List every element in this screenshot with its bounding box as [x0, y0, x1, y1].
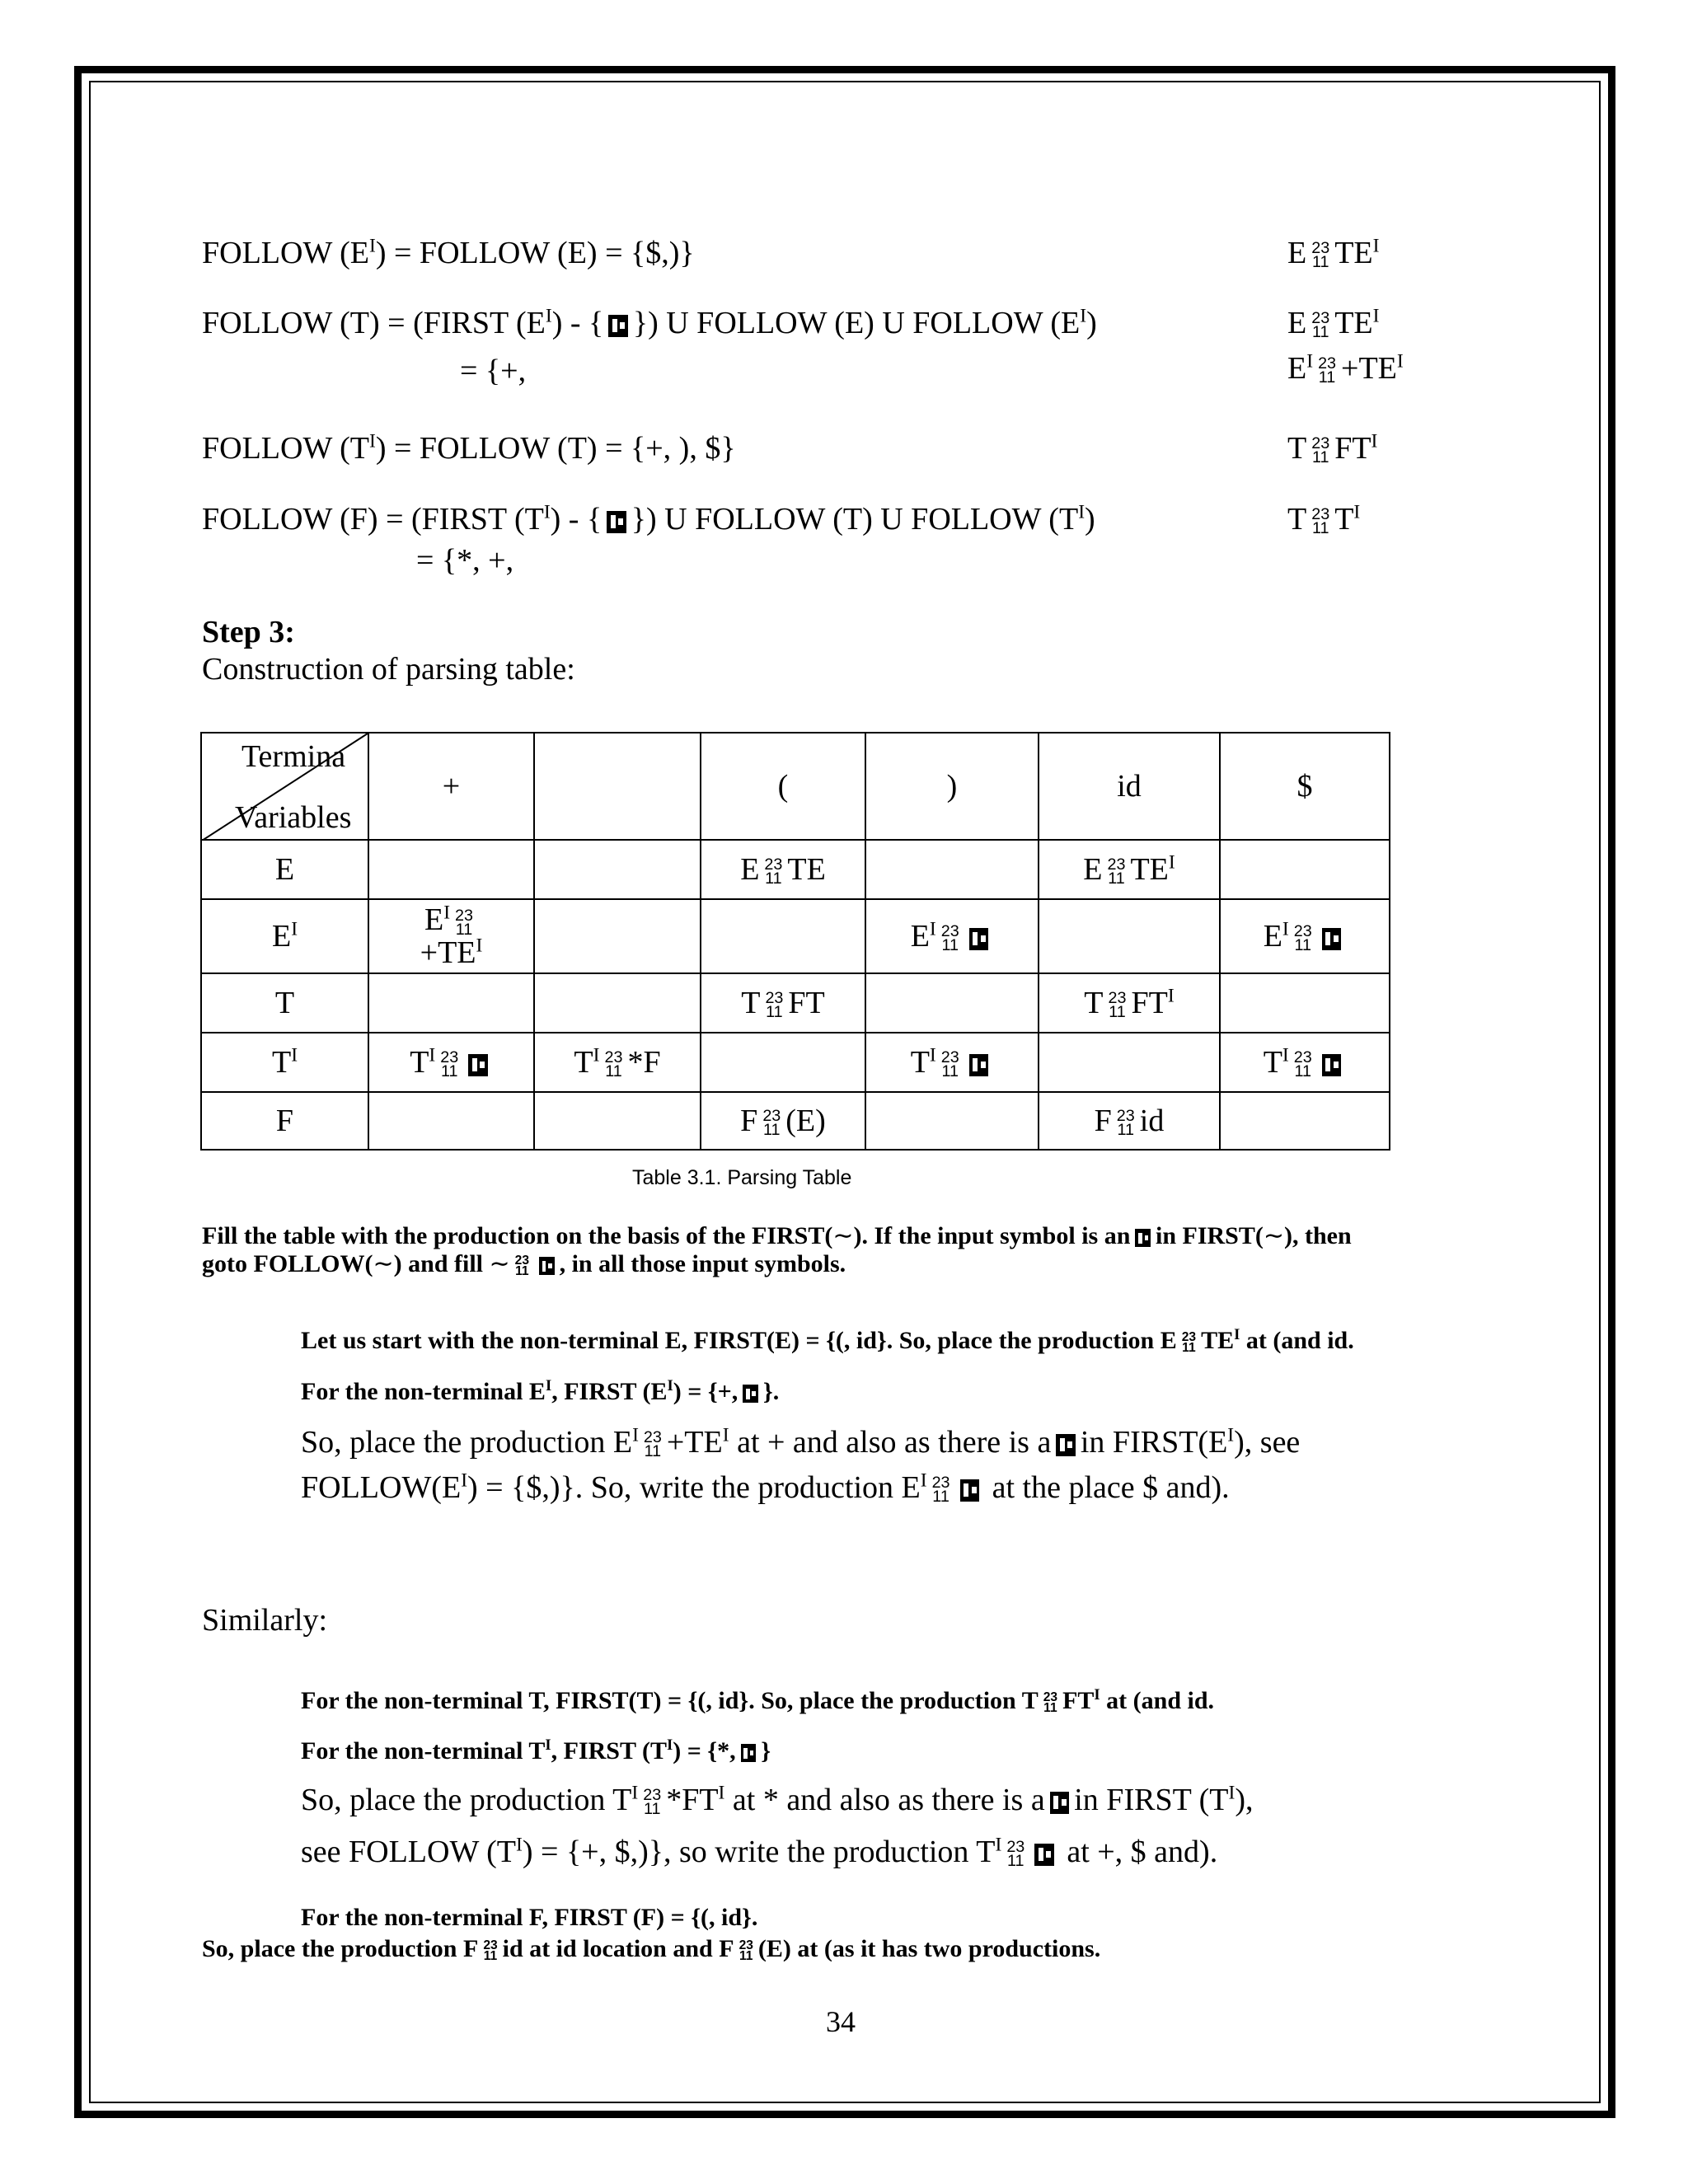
derives-arrow-icon: 23 11 [931, 1474, 950, 1507]
derives-arrow-icon: 23 11 [762, 1107, 781, 1140]
table-cell: $E^I$ 23 11 $+TE^I$ [368, 899, 534, 973]
follow-f-line: FOLLOW (F) = (FIRST $(T^I)$ - { }) U FOLLOW (T) U FOLLOW $(T^I)$ [202, 501, 1095, 537]
derives-arrow-icon: 23 11 [764, 855, 783, 888]
paragraph-t-first: For the non-terminal T, FIRST(T) = {(, id}. So, place the production T 23 11 $FT^I$ at (and id. [301, 1686, 1215, 1716]
table-cell [701, 899, 865, 973]
table-cell: T 23 11 FT [701, 973, 865, 1033]
table-cell [865, 840, 1039, 899]
table-row [201, 973, 1390, 1033]
grammar-rule-1: E 23 11 $TE^I$ [1287, 235, 1380, 272]
derives-arrow-icon: 23 11 [1311, 434, 1330, 467]
table-cell [1220, 840, 1390, 899]
derives-arrow-icon: 23 11 [765, 989, 784, 1022]
tilde-icon: ∼ [489, 1249, 510, 1278]
table-row [201, 899, 1390, 973]
grammar-rule-5: T 23 11 $T^I$ [1287, 501, 1361, 538]
derives-arrow-icon: 23 11 [1043, 1690, 1058, 1716]
corner-terminals-label: Termina [241, 739, 346, 774]
epsilon-icon [960, 1479, 980, 1502]
column-header: ) [865, 733, 1039, 840]
epsilon-icon [969, 1054, 989, 1076]
follow-t-line: FOLLOW (T) = (FIRST $(E^I)$ - { }) U FOLLOW (E) U FOLLOW $(E^I)$ [202, 305, 1097, 340]
paragraph-e-prime-first: For the non-terminal $E^I$, FIRST $(E^I)$ = {+, }. [301, 1377, 780, 1405]
derives-arrow-icon: 23 11 [643, 1428, 662, 1461]
corner-variables-label: Variables [235, 800, 352, 835]
paragraph-t-prime-first: For the non-terminal $T^I$, FIRST $(T^I)$ = {*, } [301, 1736, 771, 1765]
derives-arrow-icon: 23 11 [1293, 922, 1312, 955]
derives-arrow-icon: 23 11 [483, 1938, 498, 1964]
parsing-table [200, 732, 1390, 1151]
follow-t-prime-line: FOLLOW $(T^I)$ = FOLLOW (T) = {+, ), $} [202, 430, 736, 466]
table-cell [1220, 973, 1390, 1033]
step-heading: Step 3: [202, 615, 295, 649]
table-cell [534, 1092, 701, 1150]
derives-arrow-icon: 23 11 [738, 1938, 753, 1964]
table-row [201, 1092, 1390, 1150]
derives-arrow-icon: 23 11 [1181, 1329, 1197, 1356]
epsilon-icon [741, 1744, 757, 1762]
derives-arrow-icon: 23 11 [1006, 1838, 1025, 1871]
table-cell [701, 1033, 865, 1092]
epsilon-icon [607, 511, 626, 533]
table-cell [368, 840, 534, 899]
paragraph-e-first: Let us start with the non-terminal E, FIRST(E) = {(, id}. So, place the production E 23 11 $TE^I$ at (and id. [301, 1326, 1354, 1356]
table-cell: E 23 11 $TE^I$ [1039, 840, 1220, 899]
derives-arrow-icon: 23 11 [455, 906, 474, 939]
derives-arrow-icon: 23 11 [940, 1048, 959, 1081]
derives-arrow-icon: 23 11 [1108, 989, 1127, 1022]
epsilon-icon [1135, 1229, 1151, 1247]
epsilon-icon [1034, 1844, 1054, 1866]
tilde-icon: ∼ [373, 1249, 394, 1278]
table-cell: F 23 11 id [1039, 1092, 1220, 1150]
derives-arrow-icon: 23 11 [440, 1048, 459, 1081]
epsilon-icon [1050, 1792, 1070, 1814]
derives-arrow-icon: 23 11 [1107, 855, 1126, 888]
page-number: 34 [826, 2005, 856, 2038]
derives-arrow-icon: 23 11 [940, 922, 959, 955]
derives-arrow-icon: 23 11 [1311, 239, 1330, 272]
paragraph-e-prime-place: So, place the production $E^I$ 23 11 $+TE^I$ at + and also as there is a in $FIRST(E^I)$, see [301, 1424, 1301, 1461]
epsilon-icon [468, 1054, 488, 1076]
table-corner-cell [201, 733, 368, 840]
derives-arrow-icon: 23 11 [514, 1253, 529, 1279]
derives-arrow-icon: 23 11 [604, 1048, 623, 1081]
paragraph-f-first: For the non-terminal F, FIRST (F) = {(, id}. [301, 1904, 758, 1931]
table-cell [534, 840, 701, 899]
table-cell [534, 973, 701, 1033]
derives-arrow-icon: 23 11 [1318, 354, 1337, 387]
row-variable: E [201, 840, 368, 899]
follow-t-result: = {+, [460, 354, 527, 388]
table-cell [1039, 1033, 1220, 1092]
similarly-label: Similarly: [202, 1603, 327, 1638]
epsilon-icon [608, 315, 628, 337]
derives-arrow-icon: 23 11 [1293, 1048, 1312, 1081]
table-cell: $T^I$ 23 11 *F [534, 1033, 701, 1092]
column-header: id [1039, 733, 1220, 840]
epsilon-icon [743, 1385, 758, 1403]
follow-e-prime-line: FOLLOW $(E^I)$ = FOLLOW (E) = {$,)} [202, 235, 695, 270]
derives-arrow-icon: 23 11 [1311, 505, 1330, 538]
table-cell [368, 973, 534, 1033]
step-subtitle: Construction of parsing table: [202, 652, 575, 687]
table-cell [368, 1092, 534, 1150]
row-variable: T [201, 973, 368, 1033]
table-row [201, 840, 1390, 899]
epsilon-icon [1322, 1054, 1342, 1076]
grammar-rule-2: E 23 11 $TE^I$ [1287, 305, 1380, 342]
column-header: + [368, 733, 534, 840]
tilde-icon: ∼ [1263, 1221, 1284, 1250]
table-cell [534, 899, 701, 973]
grammar-rule-4: T 23 11 $FT^I$ [1287, 430, 1378, 467]
table-cell: $T^I$ 23 11 [865, 1033, 1039, 1092]
column-header [534, 733, 701, 840]
column-header: ( [701, 733, 865, 840]
table-cell [865, 1092, 1039, 1150]
row-variable: $E^I$ [201, 899, 368, 973]
table-cell: $E^I$ 23 11 [1220, 899, 1390, 973]
epsilon-icon [539, 1257, 555, 1275]
table-caption: Table 3.1. Parsing Table [632, 1166, 852, 1189]
fill-instructions-line-2: goto FOLLOW(∼) and fill ∼ 23 11 , in all those input symbols. [202, 1249, 846, 1279]
paragraph-e-prime-follow: $FOLLOW(E^I)$ = {$,)}. So, write the production $E^I$ 23 11 at the place $ and). [301, 1469, 1230, 1507]
table-cell [1220, 1092, 1390, 1150]
table-header-row [201, 733, 1390, 840]
table-cell: F 23 11 (E) [701, 1092, 865, 1150]
epsilon-icon [1322, 928, 1342, 950]
fill-instructions-line-1: Fill the table with the production on the basis of the FIRST(∼). If the input symbol is an in FIRST(∼), then [202, 1221, 1352, 1250]
paragraph-t-prime-place: So, place the production $T^I$ 23 11 $*FT^I$ at * and also as there is a in FIRST $(T^I)$, [301, 1782, 1254, 1819]
table-cell: E 23 11 TE [701, 840, 865, 899]
table-cell [865, 973, 1039, 1033]
table-cell: $E^I$ 23 11 [865, 899, 1039, 973]
epsilon-icon [1056, 1434, 1076, 1456]
paragraph-f-place: So, place the production F 23 11 id at id location and F 23 11 (E) at (as it has two productions. [202, 1935, 1101, 1964]
derives-arrow-icon: 23 11 [1116, 1107, 1135, 1140]
table-cell: $T^I$ 23 11 [1220, 1033, 1390, 1092]
row-variable: $T^I$ [201, 1033, 368, 1092]
column-header: $ [1220, 733, 1390, 840]
epsilon-icon [969, 928, 989, 950]
table-cell [1039, 899, 1220, 973]
grammar-rule-3: $E^I$ 23 11 $+TE^I$ [1287, 350, 1404, 387]
table-row [201, 1033, 1390, 1092]
table-cell: T 23 11 $FT^I$ [1039, 973, 1220, 1033]
row-variable: F [201, 1092, 368, 1150]
tilde-icon: ∼ [832, 1221, 854, 1250]
derives-arrow-icon: 23 11 [1311, 309, 1330, 342]
paragraph-t-prime-follow: see FOLLOW $(T^I)$ = {+, $,)}, so write the production $T^I$ 23 11 at +, $ and). [301, 1834, 1218, 1871]
derives-arrow-icon: 23 11 [643, 1786, 662, 1819]
table-cell: $T^I$ 23 11 [368, 1033, 534, 1092]
follow-f-result: = {*, +, [416, 543, 514, 578]
